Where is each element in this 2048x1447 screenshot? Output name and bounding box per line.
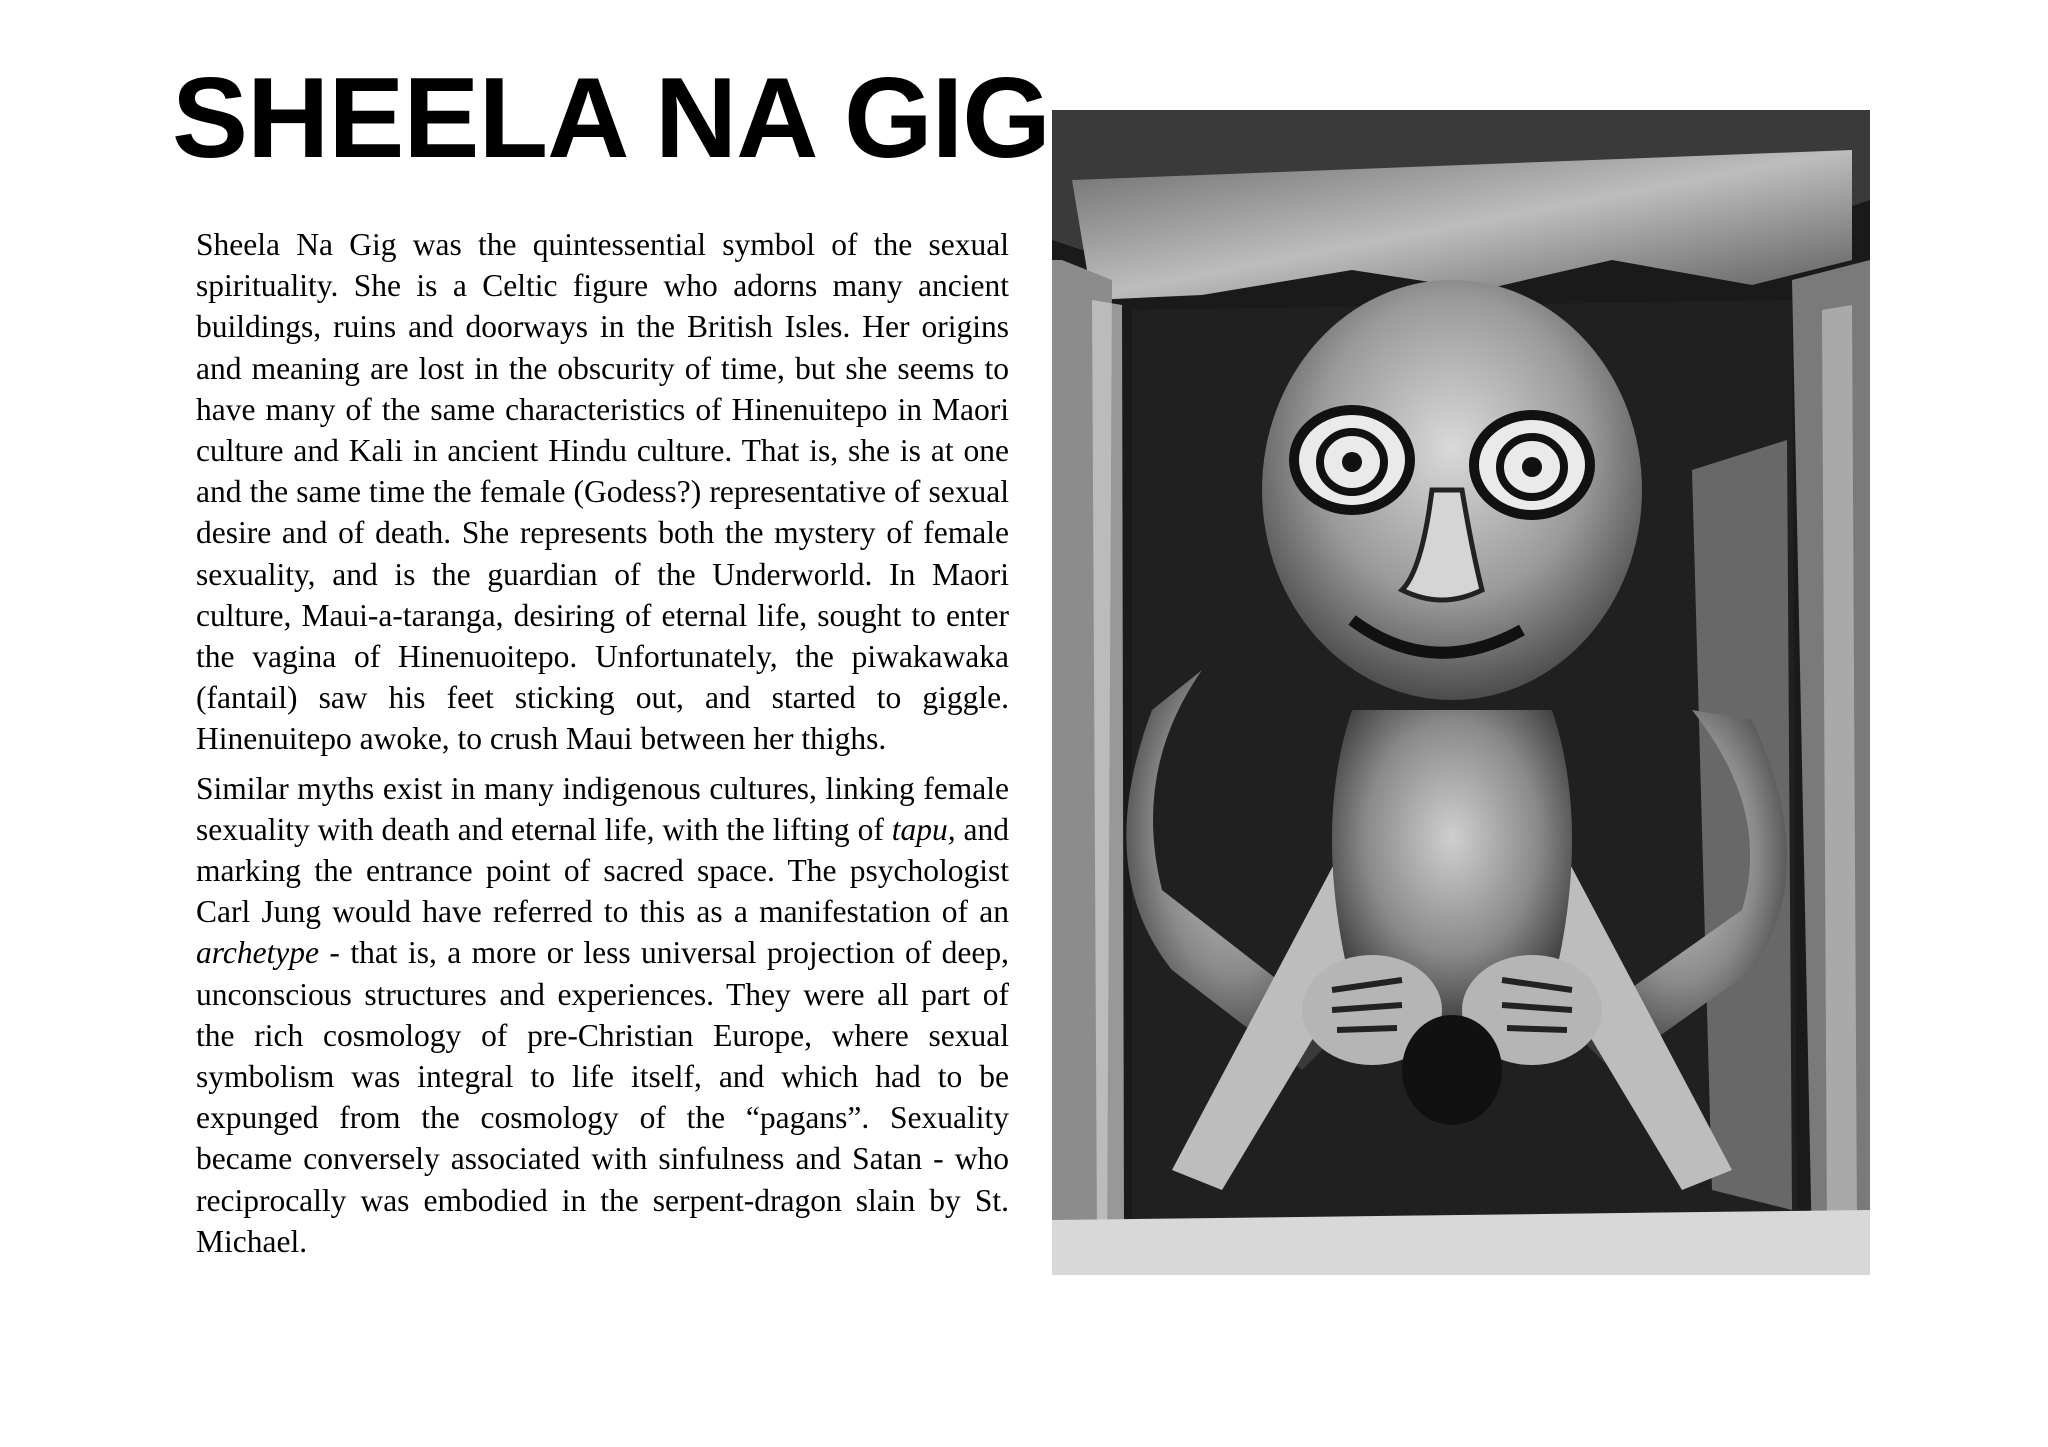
italic-term-tapu: tapu,: [891, 811, 956, 847]
paragraph-1: Sheela Na Gig was the quintessential symbol of the sexual spirituality. She is a Celtic figure who adorns many ancient buildings, ruins and doorways in the British Isles. Her origins and meaning are lost in the obscurity of time, but she seems to have many of the same characteristics of Hinenuitepo in Maori culture and Kali in ancient Hindu culture. That is, she is at one and the same time the female (Godess?) representative of sexual desire and of death. She represents both the mystery of female sexuality, and is the guardian of the Underworld. In Maori culture, Maui-a-taranga, desiring of eternal life, sought to enter the vagina of Hinenuoitepo. Unfortunately, the piwakawaka (fantail) saw his feet sticking out, and started to giggle. Hinenuitepo awoke, to crush Maui between her thighs.: [196, 227, 1009, 757]
sheela-carving-image: [1052, 110, 1870, 1275]
paragraph-2-text-b: and marking the entrance point of sacred space. The psychologist Carl Jung would have referred to this as a manifestation of an: [196, 811, 1009, 930]
paragraph-2: [196, 768, 1009, 1262]
article-body: [196, 224, 1009, 1262]
paragraph-2-text-a: Similar myths exist in many indigenous cultures, linking female sexuality with death and eternal life, with the lifting of: [196, 770, 1009, 847]
italic-term-archetype: archetype: [196, 935, 320, 971]
paragraph-2-text-c: - that is, a more or less universal projection of deep, unconscious structures and experiences. They were all part of the rich cosmology of pre-Christian Europe, where sexual symbolism was integral to life itself, and which had to be expunged from the cosmology of the “pagans”. Sexuality became conversely associated with sinfulness and Satan - who reciprocally was embodied in the serpent-dragon slain by St. Michael.: [196, 935, 1009, 1259]
carving-photo: [1052, 110, 1870, 1275]
page-title: SHEELA NA GIG: [172, 55, 1050, 182]
